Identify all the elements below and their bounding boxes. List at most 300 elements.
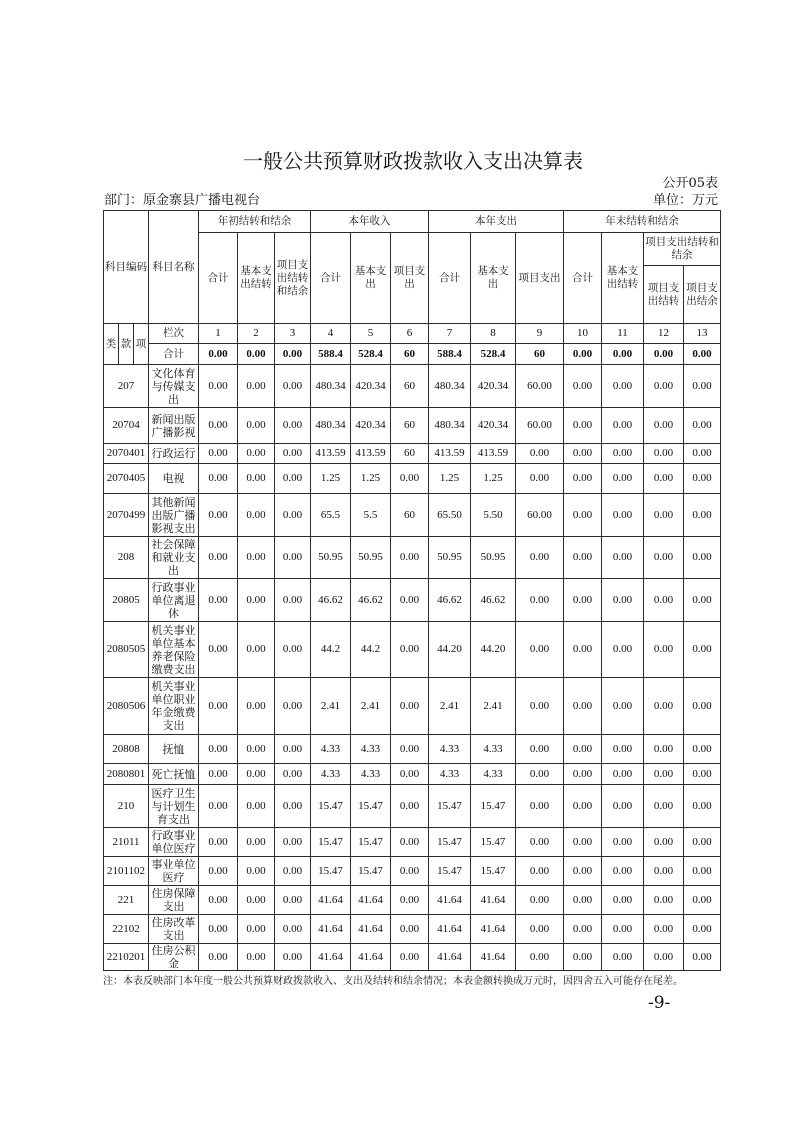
opening-project-cell: 0.00	[275, 785, 311, 828]
income-project-cell: 0.00	[391, 579, 429, 622]
total-label: 合计	[149, 344, 199, 365]
column-number-11: 11	[602, 324, 644, 344]
opening-total-cell: 0.00	[199, 444, 238, 464]
opening-basic-cell: 0.00	[238, 785, 275, 828]
income-basic-cell: 4.33	[351, 735, 391, 764]
opening-basic-cell: 0.00	[238, 886, 275, 915]
expense-total-cell: 15.47	[429, 857, 471, 886]
header-income-basic	[351, 233, 391, 324]
expense-total-cell: 44.20	[429, 622, 471, 678]
closing-project-carryover-cell: 0.00	[644, 828, 684, 857]
income-project-cell: 60	[391, 494, 429, 537]
subject-code-cell: 22102	[104, 915, 149, 944]
closing-project-carryover-cell: 0.00	[644, 785, 684, 828]
opening-basic-cell: 0.00	[238, 365, 275, 408]
closing-basic-cell: 0.00	[602, 537, 644, 579]
expense-basic-cell: 420.34	[471, 365, 516, 408]
expense-basic-cell: 41.64	[471, 886, 516, 915]
table-header	[104, 211, 721, 365]
subject-code-cell: 208	[104, 537, 149, 579]
header-expense-basic-label: 基本支出	[477, 265, 509, 290]
header-closing-basic	[602, 233, 644, 324]
expense-project-cell: 0.00	[516, 622, 564, 678]
budget-table	[103, 210, 721, 971]
income-basic-cell: 5.5	[351, 494, 391, 537]
subject-code-cell: 207	[104, 365, 149, 408]
unit-label: 单位：万元	[652, 193, 718, 208]
income-total-cell: 1.25	[311, 464, 351, 494]
table-row	[104, 944, 721, 971]
expense-total-cell: 50.95	[429, 537, 471, 579]
closing-project-surplus-cell: 0.00	[684, 785, 721, 828]
subject-name-cell: 社会保障和就业支出	[149, 537, 199, 579]
closing-project-surplus-cell: 0.00	[684, 408, 721, 444]
subject-name-cell: 事业单位医疗	[149, 857, 199, 886]
opening-total-cell: 0.00	[199, 944, 238, 971]
closing-project-carryover-cell: 0.00	[644, 622, 684, 678]
closing-project-carryover-cell: 0.00	[644, 886, 684, 915]
opening-basic-cell: 0.00	[238, 828, 275, 857]
closing-project-carryover-cell: 0.00	[644, 464, 684, 494]
closing-project-carryover-cell: 0.00	[644, 408, 684, 444]
income-total-cell: 4.33	[311, 735, 351, 764]
closing-total-cell: 0.00	[564, 828, 602, 857]
income-basic-cell: 15.47	[351, 857, 391, 886]
opening-project-cell: 0.00	[275, 444, 311, 464]
header-expense-basic	[471, 233, 516, 324]
table-row	[104, 444, 721, 464]
subject-name-cell: 行政运行	[149, 444, 199, 464]
header-closing-balance: 年末结转和结余	[564, 211, 721, 233]
opening-basic-cell: 0.00	[238, 408, 275, 444]
column-number-3: 3	[275, 324, 311, 344]
expense-total-cell: 4.33	[429, 735, 471, 764]
expense-basic-cell: 41.64	[471, 944, 516, 971]
table-row	[104, 408, 721, 444]
opening-project-cell: 0.00	[275, 735, 311, 764]
header-closing-project-carryover-label: 项目支出结转	[647, 281, 680, 307]
closing-total-cell: 0.00	[564, 915, 602, 944]
subject-name-cell: 行政事业单位离退休	[149, 579, 199, 622]
income-basic-total-cell: 528.4	[351, 344, 391, 365]
table-row	[104, 735, 721, 764]
header-income-basic-label: 基本支出	[354, 265, 387, 290]
income-basic-cell: 413.59	[351, 444, 391, 464]
column-number-9: 9	[516, 324, 564, 344]
opening-project-cell: 0.00	[275, 764, 311, 785]
opening-total-cell: 0.00	[199, 622, 238, 678]
closing-project-carryover-cell: 0.00	[644, 444, 684, 464]
column-number-7: 7	[429, 324, 471, 344]
opening-basic-cell: 0.00	[238, 915, 275, 944]
subject-code-cell: 2070401	[104, 444, 149, 464]
column-number-6: 6	[391, 324, 429, 344]
expense-basic-cell: 46.62	[471, 579, 516, 622]
closing-project-surplus-cell: 0.00	[684, 915, 721, 944]
income-project-cell: 0.00	[391, 764, 429, 785]
opening-total-cell: 0.00	[199, 735, 238, 764]
closing-project-surplus-cell: 0.00	[684, 764, 721, 785]
opening-project-cell: 0.00	[275, 408, 311, 444]
income-basic-cell: 41.64	[351, 944, 391, 971]
expense-basic-cell: 5.50	[471, 494, 516, 537]
income-total-cell: 15.47	[311, 785, 351, 828]
closing-basic-cell: 0.00	[602, 678, 644, 735]
closing-project-surplus-cell: 0.00	[684, 494, 721, 537]
closing-total-total-cell: 0.00	[564, 344, 602, 365]
expense-total-cell: 413.59	[429, 444, 471, 464]
header-opening-project-label: 项目支出结转和结余	[276, 258, 309, 297]
closing-basic-cell: 0.00	[602, 494, 644, 537]
table-row	[104, 678, 721, 735]
expense-project-cell: 60.00	[516, 494, 564, 537]
column-number-4: 4	[311, 324, 351, 344]
closing-total-cell: 0.00	[564, 464, 602, 494]
closing-total-cell: 0.00	[564, 622, 602, 678]
page-title: 一般公共预算财政拨款收入支出决算表	[243, 149, 583, 173]
closing-project-surplus-cell: 0.00	[684, 622, 721, 678]
opening-basic-cell: 0.00	[238, 494, 275, 537]
closing-project-surplus-total-cell: 0.00	[684, 344, 721, 365]
closing-project-carryover-cell: 0.00	[644, 579, 684, 622]
closing-total-cell: 0.00	[564, 857, 602, 886]
opening-basic-total-cell: 0.00	[238, 344, 275, 365]
closing-basic-cell: 0.00	[602, 444, 644, 464]
opening-project-total-cell: 0.00	[275, 344, 311, 365]
table-row	[104, 915, 721, 944]
income-total-cell: 480.34	[311, 408, 351, 444]
closing-project-carryover-cell: 0.00	[644, 944, 684, 971]
item-label: 款	[119, 324, 134, 365]
table-row	[104, 622, 721, 678]
expense-basic-cell: 41.64	[471, 915, 516, 944]
opening-total-cell: 0.00	[199, 828, 238, 857]
closing-total-cell: 0.00	[564, 785, 602, 828]
closing-total-cell: 0.00	[564, 944, 602, 971]
subject-name-cell: 其他新闻出版广播影视支出	[149, 494, 199, 537]
income-project-total-cell: 60	[391, 344, 429, 365]
closing-total-cell: 0.00	[564, 408, 602, 444]
expense-basic-cell: 44.20	[471, 622, 516, 678]
income-basic-cell: 2.41	[351, 678, 391, 735]
department-label: 部门：原金寨县广播电视台	[104, 193, 261, 208]
expense-project-total-cell: 60	[516, 344, 564, 365]
income-project-cell: 0.00	[391, 464, 429, 494]
footnote: 注：本表反映部门本年度一般公共预算财政拨款收入、支出及结转和结余情况；本表金额转换成万元时，因四舍五入可能存在尾差。	[103, 976, 683, 987]
table-row	[104, 464, 721, 494]
income-basic-cell: 44.2	[351, 622, 391, 678]
income-total-cell: 50.95	[311, 537, 351, 579]
expense-total-cell: 4.33	[429, 764, 471, 785]
form-number: 公开05表	[662, 176, 718, 191]
opening-project-cell: 0.00	[275, 464, 311, 494]
header-income-project-label: 项目支出	[393, 265, 426, 290]
closing-project-carryover-cell: 0.00	[644, 678, 684, 735]
opening-total-cell: 0.00	[199, 915, 238, 944]
closing-total-cell: 0.00	[564, 579, 602, 622]
closing-total-cell: 0.00	[564, 365, 602, 408]
closing-basic-cell: 0.00	[602, 365, 644, 408]
table-row	[104, 886, 721, 915]
column-number-2: 2	[238, 324, 275, 344]
table-row	[104, 494, 721, 537]
closing-project-surplus-cell: 0.00	[684, 828, 721, 857]
subject-code-cell: 210	[104, 785, 149, 828]
opening-total-cell: 0.00	[199, 764, 238, 785]
income-basic-cell: 15.47	[351, 785, 391, 828]
income-project-cell: 60	[391, 444, 429, 464]
table-body	[104, 365, 721, 971]
expense-basic-cell: 50.95	[471, 537, 516, 579]
header-row-groups	[104, 211, 721, 233]
header-closing-project-surplus-label: 项目支出结余	[686, 281, 718, 307]
opening-project-cell: 0.00	[275, 494, 311, 537]
opening-total-cell: 0.00	[199, 857, 238, 886]
closing-project-carryover-total-cell: 0.00	[644, 344, 684, 365]
table-row	[104, 785, 721, 828]
expense-project-cell: 0.00	[516, 785, 564, 828]
subject-code-cell: 20805	[104, 579, 149, 622]
column-number-10: 10	[564, 324, 602, 344]
subject-name-cell: 机关事业单位基本养老保险缴费支出	[149, 622, 199, 678]
header-opening-total: 合计	[199, 233, 238, 324]
subject-name-cell: 死亡抚恤	[149, 764, 199, 785]
closing-total-cell: 0.00	[564, 735, 602, 764]
expense-basic-cell: 420.34	[471, 408, 516, 444]
header-subject-code: 科目编码	[104, 211, 149, 324]
income-basic-cell: 420.34	[351, 365, 391, 408]
income-basic-cell: 41.64	[351, 915, 391, 944]
header-subject-name: 科目名称	[149, 211, 199, 324]
opening-project-cell: 0.00	[275, 915, 311, 944]
closing-project-surplus-cell: 0.00	[684, 678, 721, 735]
header-expense-project: 项目支出	[516, 233, 564, 324]
column-number-13: 13	[684, 324, 721, 344]
subject-code-cell: 20704	[104, 408, 149, 444]
table-row	[104, 365, 721, 408]
expense-project-cell: 0.00	[516, 579, 564, 622]
opening-total-cell: 0.00	[199, 408, 238, 444]
header-expenditure: 本年支出	[429, 211, 564, 233]
closing-project-surplus-cell: 0.00	[684, 886, 721, 915]
expense-total-cell: 480.34	[429, 365, 471, 408]
income-total-cell: 15.47	[311, 828, 351, 857]
subject-code-cell: 2210201	[104, 944, 149, 971]
expense-basic-cell: 1.25	[471, 464, 516, 494]
closing-basic-cell: 0.00	[602, 764, 644, 785]
income-basic-cell: 46.62	[351, 579, 391, 622]
header-income: 本年收入	[311, 211, 429, 233]
header-closing-project-carryover	[644, 266, 684, 324]
opening-total-cell: 0.00	[199, 678, 238, 735]
expense-total-cell: 2.41	[429, 678, 471, 735]
table-row	[104, 857, 721, 886]
opening-total-total-cell: 0.00	[199, 344, 238, 365]
expense-total-cell: 41.64	[429, 915, 471, 944]
closing-basic-cell: 0.00	[602, 579, 644, 622]
closing-project-surplus-cell: 0.00	[684, 857, 721, 886]
subject-name-cell: 抚恤	[149, 735, 199, 764]
income-project-cell: 0.00	[391, 886, 429, 915]
subject-name-cell: 住房保障支出	[149, 886, 199, 915]
expense-basic-cell: 15.47	[471, 785, 516, 828]
expense-project-cell: 0.00	[516, 735, 564, 764]
header-closing-basic-label: 基本支出结转	[606, 265, 639, 290]
closing-project-carryover-cell: 0.00	[644, 915, 684, 944]
expense-project-cell: 0.00	[516, 678, 564, 735]
closing-project-carryover-cell: 0.00	[644, 494, 684, 537]
closing-basic-cell: 0.00	[602, 785, 644, 828]
closing-basic-cell: 0.00	[602, 408, 644, 444]
income-basic-cell: 420.34	[351, 408, 391, 444]
closing-project-surplus-cell: 0.00	[684, 444, 721, 464]
expense-project-cell: 60.00	[516, 408, 564, 444]
income-project-cell: 0.00	[391, 678, 429, 735]
closing-project-carryover-cell: 0.00	[644, 857, 684, 886]
income-total-cell: 41.64	[311, 944, 351, 971]
income-project-cell: 0.00	[391, 785, 429, 828]
subject-code-cell: 21011	[104, 828, 149, 857]
expense-total-cell: 65.50	[429, 494, 471, 537]
expense-project-cell: 0.00	[516, 764, 564, 785]
expense-project-cell: 0.00	[516, 464, 564, 494]
opening-total-cell: 0.00	[199, 785, 238, 828]
header-expense-total: 合计	[429, 233, 471, 324]
closing-project-surplus-cell: 0.00	[684, 537, 721, 579]
subitem-label: 项	[134, 324, 149, 365]
expense-total-cell: 1.25	[429, 464, 471, 494]
income-basic-cell: 50.95	[351, 537, 391, 579]
page-number: -9-	[648, 993, 671, 1013]
expense-total-cell: 15.47	[429, 828, 471, 857]
closing-project-surplus-cell: 0.00	[684, 464, 721, 494]
expense-project-cell: 0.00	[516, 915, 564, 944]
opening-basic-cell: 0.00	[238, 444, 275, 464]
subject-code-cell: 2070405	[104, 464, 149, 494]
header-closing-project-surplus	[684, 266, 721, 324]
closing-project-surplus-cell: 0.00	[684, 579, 721, 622]
header-closing-total: 合计	[564, 233, 602, 324]
table-row	[104, 579, 721, 622]
expense-basic-cell: 15.47	[471, 857, 516, 886]
opening-project-cell: 0.00	[275, 857, 311, 886]
opening-basic-cell: 0.00	[238, 464, 275, 494]
header-opening-basic-label: 基本支出结转	[240, 265, 272, 290]
income-project-cell: 60	[391, 365, 429, 408]
subject-code-cell: 2080801	[104, 764, 149, 785]
header-opening-basic	[238, 233, 275, 324]
closing-basic-cell: 0.00	[602, 622, 644, 678]
header-closing-project: 项目支出结转和结余	[644, 233, 721, 266]
opening-basic-cell: 0.00	[238, 537, 275, 579]
closing-basic-cell: 0.00	[602, 464, 644, 494]
expense-project-cell: 0.00	[516, 537, 564, 579]
subject-code-cell: 2070499	[104, 494, 149, 537]
closing-basic-cell: 0.00	[602, 735, 644, 764]
total-row	[104, 344, 721, 365]
subject-name-cell: 医疗卫生与计划生育支出	[149, 785, 199, 828]
income-total-cell: 44.2	[311, 622, 351, 678]
income-total-total-cell: 588.4	[311, 344, 351, 365]
opening-total-cell: 0.00	[199, 365, 238, 408]
income-total-cell: 480.34	[311, 365, 351, 408]
table-row	[104, 764, 721, 785]
closing-total-cell: 0.00	[564, 678, 602, 735]
income-total-cell: 41.64	[311, 886, 351, 915]
closing-total-cell: 0.00	[564, 444, 602, 464]
table-row	[104, 537, 721, 579]
subject-name-cell: 新闻出版广播影视	[149, 408, 199, 444]
income-project-cell: 0.00	[391, 944, 429, 971]
expense-total-total-cell: 588.4	[429, 344, 471, 365]
opening-total-cell: 0.00	[199, 886, 238, 915]
opening-project-cell: 0.00	[275, 678, 311, 735]
expense-basic-cell: 4.33	[471, 735, 516, 764]
subject-code-cell: 2080505	[104, 622, 149, 678]
subject-name-cell: 住房公积金	[149, 944, 199, 971]
subject-code-cell: 2080506	[104, 678, 149, 735]
closing-project-surplus-cell: 0.00	[684, 365, 721, 408]
subject-code-cell: 20808	[104, 735, 149, 764]
closing-project-carryover-cell: 0.00	[644, 365, 684, 408]
opening-basic-cell: 0.00	[238, 735, 275, 764]
closing-total-cell: 0.00	[564, 537, 602, 579]
opening-total-cell: 0.00	[199, 537, 238, 579]
expense-basic-cell: 15.47	[471, 828, 516, 857]
column-number-12: 12	[644, 324, 684, 344]
subject-name-cell: 机关事业单位职业年金缴费支出	[149, 678, 199, 735]
closing-project-carryover-cell: 0.00	[644, 735, 684, 764]
expense-total-cell: 41.64	[429, 944, 471, 971]
closing-project-carryover-cell: 0.00	[644, 764, 684, 785]
opening-project-cell: 0.00	[275, 828, 311, 857]
closing-project-carryover-cell: 0.00	[644, 537, 684, 579]
opening-project-cell: 0.00	[275, 537, 311, 579]
subject-name-cell: 行政事业单位医疗	[149, 828, 199, 857]
closing-basic-cell: 0.00	[602, 944, 644, 971]
income-project-cell: 0.00	[391, 735, 429, 764]
expense-project-cell: 0.00	[516, 444, 564, 464]
opening-total-cell: 0.00	[199, 464, 238, 494]
expense-total-cell: 15.47	[429, 785, 471, 828]
header-opening-project	[275, 233, 311, 324]
opening-project-cell: 0.00	[275, 886, 311, 915]
income-total-cell: 41.64	[311, 915, 351, 944]
closing-total-cell: 0.00	[564, 886, 602, 915]
header-income-project	[391, 233, 429, 324]
expense-total-cell: 41.64	[429, 886, 471, 915]
column-index-label: 栏次	[149, 324, 199, 344]
closing-basic-cell: 0.00	[602, 915, 644, 944]
opening-project-cell: 0.00	[275, 579, 311, 622]
subject-name-cell: 文化体育与传媒支出	[149, 365, 199, 408]
column-number-1: 1	[199, 324, 238, 344]
opening-total-cell: 0.00	[199, 494, 238, 537]
income-basic-cell: 1.25	[351, 464, 391, 494]
expense-project-cell: 0.00	[516, 886, 564, 915]
header-income-total: 合计	[311, 233, 351, 324]
closing-basic-cell: 0.00	[602, 828, 644, 857]
income-basic-cell: 15.47	[351, 828, 391, 857]
expense-basic-cell: 4.33	[471, 764, 516, 785]
subject-code-cell: 221	[104, 886, 149, 915]
opening-basic-cell: 0.00	[238, 857, 275, 886]
income-basic-cell: 41.64	[351, 886, 391, 915]
income-total-cell: 15.47	[311, 857, 351, 886]
closing-basic-cell: 0.00	[602, 886, 644, 915]
income-project-cell: 0.00	[391, 857, 429, 886]
income-total-cell: 65.5	[311, 494, 351, 537]
